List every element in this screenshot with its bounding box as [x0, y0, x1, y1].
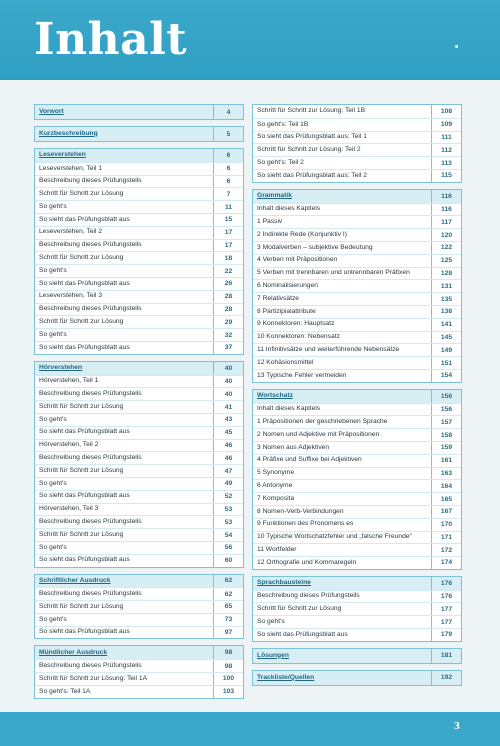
- toc-entry-label: 11 Infinitivsätze und weiterführende Nebensätze: [257, 346, 400, 354]
- toc-entry[interactable]: [35, 515, 243, 528]
- toc-entry[interactable]: [253, 343, 461, 356]
- toc-page-number: 47: [213, 465, 243, 477]
- toc-entry[interactable]: [35, 175, 243, 188]
- toc-section-heading[interactable]: [35, 105, 243, 119]
- toc-section: [252, 648, 462, 664]
- toc-entry-label: Schritt für Schritt zur Lösung: [39, 466, 124, 474]
- toc-page-number: 145: [431, 332, 461, 344]
- toc-entry-label: 4 Verben mit Präpositionen: [257, 256, 338, 264]
- toc-page-number: 156: [431, 404, 461, 416]
- toc-entry[interactable]: [35, 503, 243, 516]
- toc-entry-label: Leseverstehen, Teil 1: [39, 164, 103, 172]
- toc-page-number: 37: [213, 342, 243, 354]
- toc-entry-label: 10 Typische Wortschatzfehler und „falsche Freunde“: [257, 533, 412, 541]
- toc-entry-label: 6 Antonyme: [257, 482, 293, 490]
- toc-page-number: 46: [213, 440, 243, 452]
- toc-section: [34, 361, 244, 568]
- toc-page-number: 4: [213, 105, 243, 119]
- toc-page-number: 65: [213, 601, 243, 613]
- toc-entry[interactable]: [253, 492, 461, 505]
- toc-page-number: 29: [213, 316, 243, 328]
- toc-page-number: 98: [213, 660, 243, 672]
- toc-page-number: 6: [213, 149, 243, 162]
- toc-entry[interactable]: [35, 439, 243, 452]
- toc-page-number: 163: [431, 468, 461, 480]
- toc-page-number: 157: [431, 416, 461, 428]
- toc-entry-label: 5 Synonyme: [257, 469, 295, 477]
- toc-entry-label: 8 Nomen-Verb-Verbindungen: [257, 507, 344, 515]
- toc-entry-label: Wortschatz: [257, 391, 293, 399]
- toc-entry-label: Lösungen: [257, 651, 289, 659]
- toc-entry-label: Leseverstehen, Teil 2: [39, 228, 103, 236]
- toc-section-heading[interactable]: [253, 649, 461, 663]
- toc-entry-label: 9 Konnektoren: Hauptsatz: [257, 320, 335, 328]
- toc-entry-label: 9 Funktionen des Pronomens es: [257, 520, 354, 528]
- toc-entry[interactable]: [253, 543, 461, 556]
- toc-entry-label: So sieht das Prüfungsblatt aus: [39, 343, 130, 351]
- toc-page-number: 49: [213, 478, 243, 490]
- toc-section: [252, 576, 462, 642]
- toc-page-number: 32: [213, 329, 243, 341]
- toc-page-number: 176: [431, 591, 461, 603]
- toc-page-number: 28: [213, 291, 243, 303]
- toc-entry[interactable]: [35, 451, 243, 464]
- toc-section: [252, 389, 462, 570]
- toc-page-number: 60: [213, 555, 243, 567]
- toc-entry[interactable]: [35, 413, 243, 426]
- toc-entry-label: So geht's: [39, 202, 67, 210]
- toc-entry-label: Beschreibung dieses Prüfungsteils: [39, 177, 142, 185]
- toc-entry-label: 13 Typische Fehler vermeiden: [257, 371, 347, 379]
- toc-entry[interactable]: [253, 428, 461, 441]
- toc-entry[interactable]: [35, 315, 243, 328]
- toc-page-number: 100: [213, 673, 243, 685]
- toc-section: [34, 104, 244, 120]
- toc-entry-label: So sieht das Prüfungsblatt aus: [257, 630, 348, 638]
- toc-entry[interactable]: [253, 356, 461, 369]
- toc-entry-label: So sieht das Prüfungsblatt aus: [39, 215, 130, 223]
- toc-section-heading[interactable]: [253, 577, 461, 590]
- toc-page-number: 108: [431, 105, 461, 118]
- toc-entry[interactable]: [253, 228, 461, 241]
- toc-page-number: 6: [213, 176, 243, 188]
- toc-section-heading[interactable]: [253, 190, 461, 203]
- toc-entry[interactable]: [253, 279, 461, 292]
- toc-entry-label: So geht's: Teil 1B: [257, 120, 309, 128]
- toc-entry[interactable]: [253, 590, 461, 603]
- toc-entry[interactable]: [253, 305, 461, 318]
- toc-entry[interactable]: [35, 541, 243, 554]
- toc-page-number: 43: [213, 414, 243, 426]
- toc-page-number: 40: [213, 362, 243, 375]
- toc-entry-label: So sieht das Prüfungsblatt aus: [39, 279, 130, 287]
- toc-entry-label: Schritt für Schritt zur Lösung: [39, 190, 124, 198]
- toc-entry[interactable]: [253, 403, 461, 416]
- toc-page-number: 192: [431, 671, 461, 685]
- toc-entry[interactable]: [35, 187, 243, 200]
- toc-entry[interactable]: [253, 156, 461, 169]
- toc-entry[interactable]: [35, 587, 243, 600]
- toc-page-number: 18: [213, 252, 243, 264]
- toc-entry-label: 12 Kohäsionsmittel: [257, 358, 314, 366]
- decorative-dot: [455, 45, 458, 48]
- toc-entry-label: Inhalt dieses Kapitels: [257, 405, 321, 413]
- toc-entry[interactable]: [253, 628, 461, 641]
- toc-entry[interactable]: [35, 528, 243, 541]
- toc-page-number: 174: [431, 557, 461, 569]
- toc-page-number: 179: [431, 629, 461, 641]
- toc-entry[interactable]: [35, 162, 243, 175]
- toc-page-number: 158: [431, 429, 461, 441]
- toc-section: [34, 645, 244, 698]
- header-banner: [0, 0, 500, 80]
- toc-entry-label: 10 Konnektoren: Nebensatz: [257, 333, 340, 341]
- toc-section: [252, 189, 462, 383]
- toc-entry[interactable]: [253, 615, 461, 628]
- toc-page-number: 135: [431, 293, 461, 305]
- toc-entry-label: 1 Präpositionen der geschriebenen Sprache: [257, 418, 388, 426]
- toc-page-number: 41: [213, 401, 243, 413]
- toc-entry-label: So sieht das Prüfungsblatt aus: [39, 428, 130, 436]
- toc-entry-label: So geht's: [257, 617, 285, 625]
- toc-section: [252, 104, 462, 183]
- toc-entry-label: Sprachbausteine: [257, 579, 311, 587]
- toc-page-number: 40: [213, 376, 243, 388]
- toc-entry-label: So geht's: Teil 2: [257, 158, 304, 166]
- toc-entry[interactable]: [35, 213, 243, 226]
- toc-entry-label: Beschreibung dieses Prüfungsteils: [39, 661, 142, 669]
- toc-entry[interactable]: [35, 613, 243, 626]
- toc-page-number: 53: [213, 516, 243, 528]
- toc-page-number: 40: [213, 388, 243, 400]
- toc-page-number: 159: [431, 442, 461, 454]
- toc-entry[interactable]: [253, 267, 461, 280]
- toc-entry-label: 6 Nominalisierungen: [257, 282, 318, 290]
- toc-entry[interactable]: [253, 318, 461, 331]
- toc-entry[interactable]: [35, 387, 243, 400]
- toc-entry-label: Inhalt dieses Kapitels: [257, 205, 321, 213]
- toc-page-number: 170: [431, 519, 461, 531]
- toc-page-number: 172: [431, 544, 461, 556]
- toc-page-number: 131: [431, 280, 461, 292]
- toc-entry[interactable]: [253, 479, 461, 492]
- footer-banner: [0, 712, 500, 746]
- toc-page-number: 167: [431, 506, 461, 518]
- toc-entry-label: 2 Nomen und Adjektive mit Präpositionen: [257, 430, 380, 438]
- toc-entry-label: Mündlicher Ausdruck: [39, 648, 108, 656]
- toc-entry[interactable]: [35, 490, 243, 503]
- toc-entry-label: Vorwort: [39, 107, 64, 115]
- toc-page-number: 6: [213, 163, 243, 175]
- toc-entry-label: Schriftlicher Ausdruck: [39, 576, 111, 584]
- toc-entry[interactable]: [253, 105, 461, 118]
- toc-entry[interactable]: [35, 672, 243, 685]
- toc-entry[interactable]: [253, 118, 461, 131]
- toc-page-number: 22: [213, 265, 243, 277]
- toc-entry[interactable]: [253, 241, 461, 254]
- toc-page-number: 116: [431, 190, 461, 203]
- toc-page-number: 177: [431, 616, 461, 628]
- toc-entry-label: Schritt für Schritt zur Lösung: Teil 1A: [39, 674, 148, 682]
- toc-page-number: 156: [431, 390, 461, 403]
- toc-page-number: 53: [213, 504, 243, 516]
- toc-entry-label: So geht's: [39, 615, 67, 623]
- toc-entry-label: Schritt für Schritt zur Lösung: [39, 318, 124, 326]
- toc-entry[interactable]: [35, 303, 243, 316]
- toc-entry-label: 3 Modalverben – subjektive Bedeutung: [257, 243, 373, 251]
- toc-entry[interactable]: [35, 600, 243, 613]
- toc-page-number: 28: [213, 304, 243, 316]
- toc-page-number: 149: [431, 344, 461, 356]
- toc-page-number: 112: [431, 144, 461, 156]
- toc-page-number: 164: [431, 480, 461, 492]
- toc-page-number: 138: [431, 306, 461, 318]
- toc-entry-label: So sieht das Prüfungsblatt aus: [39, 492, 130, 500]
- toc-page-number: 154: [431, 370, 461, 382]
- toc-entry[interactable]: [253, 531, 461, 544]
- toc-entry[interactable]: [35, 659, 243, 672]
- toc-page-number: 15: [213, 214, 243, 226]
- toc-entry-label: So geht's: [39, 330, 67, 338]
- toc-entry[interactable]: [253, 415, 461, 428]
- toc-entry-label: So sieht das Prüfungsblatt aus: Teil 2: [257, 171, 367, 179]
- toc-page-number: 7: [213, 188, 243, 200]
- toc-page-number: 54: [213, 529, 243, 541]
- toc-page-number: 46: [213, 452, 243, 464]
- toc-entry[interactable]: [35, 464, 243, 477]
- toc-entry[interactable]: [35, 277, 243, 290]
- toc-entry[interactable]: [35, 375, 243, 388]
- toc-page-number: 45: [213, 427, 243, 439]
- toc-page-number: 165: [431, 493, 461, 505]
- toc-entry-label: Beschreibung dieses Prüfungsteils: [257, 592, 360, 600]
- page-title: Inhalt: [34, 14, 188, 65]
- toc-entry-label: 4 Präfixe und Suffixe bei Adjektiven: [257, 456, 362, 464]
- toc-entry-label: Beschreibung dieses Prüfungsteils: [39, 518, 142, 526]
- toc-entry-label: So geht's: [39, 543, 67, 551]
- toc-page-number: 161: [431, 455, 461, 467]
- toc-section-heading[interactable]: [35, 127, 243, 141]
- toc-page-number: 122: [431, 242, 461, 254]
- toc-entry-label: 8 Partizipialattribute: [257, 307, 316, 315]
- toc-section-heading[interactable]: [35, 362, 243, 375]
- toc-entry[interactable]: [253, 215, 461, 228]
- toc-entry[interactable]: [253, 292, 461, 305]
- toc-page-number: 177: [431, 603, 461, 615]
- toc-entry[interactable]: [253, 467, 461, 480]
- toc-entry-label: So geht's: [39, 266, 67, 274]
- toc-entry-label: So sieht das Prüfungsblatt aus: [39, 628, 130, 636]
- toc-entry-label: So geht's: [39, 415, 67, 423]
- toc-entry-label: Schritt für Schritt zur Lösung: [257, 605, 342, 613]
- toc-page-number: 181: [431, 649, 461, 663]
- toc-entry[interactable]: [35, 264, 243, 277]
- toc-page-number: 11: [213, 201, 243, 213]
- toc-entry[interactable]: [253, 454, 461, 467]
- toc-entry[interactable]: [253, 518, 461, 531]
- toc-section-heading[interactable]: [253, 390, 461, 403]
- toc-entry-label: Hörverstehen, Teil 3: [39, 505, 99, 513]
- toc-entry-label: Hörverstehen, Teil 2: [39, 441, 99, 449]
- toc-entry-label: Hörverstehen: [39, 363, 83, 371]
- toc-entry[interactable]: [253, 556, 461, 569]
- toc-entry-label: Grammatik: [257, 191, 292, 199]
- toc-page-number: 128: [431, 268, 461, 280]
- toc-section-heading[interactable]: [35, 646, 243, 659]
- toc-entry-label: Beschreibung dieses Prüfungsteils: [39, 454, 142, 462]
- toc-entry-label: Schritt für Schritt zur Lösung: Teil 1B: [257, 107, 366, 115]
- toc-entry-label: 7 Komposita: [257, 494, 295, 502]
- toc-page-number: 52: [213, 491, 243, 503]
- toc-entry[interactable]: [35, 341, 243, 354]
- toc-entry[interactable]: [35, 239, 243, 252]
- toc-entry-label: Schritt für Schritt zur Lösung: Teil 2: [257, 146, 361, 154]
- toc-entry-label: 3 Nomen aus Adjektiven: [257, 443, 330, 451]
- toc-entry[interactable]: [35, 626, 243, 639]
- toc-page-number: 109: [431, 119, 461, 131]
- toc-entry[interactable]: [253, 369, 461, 382]
- toc-entry-label: Beschreibung dieses Prüfungsteils: [39, 390, 142, 398]
- toc-page-number: 113: [431, 157, 461, 169]
- toc-entry-label: 1 Passiv: [257, 218, 283, 226]
- toc-page-number: 125: [431, 255, 461, 267]
- toc-entry[interactable]: [35, 290, 243, 303]
- toc-section-heading[interactable]: [35, 575, 243, 588]
- toc-entry[interactable]: [35, 477, 243, 490]
- toc-page-number: 62: [213, 588, 243, 600]
- toc-entry[interactable]: [253, 143, 461, 156]
- toc-entry-label: So sieht das Prüfungsblatt aus: Teil 1: [257, 133, 367, 141]
- toc-entry-label: 7 Relativsätze: [257, 294, 300, 302]
- toc-left-column: [34, 104, 244, 705]
- toc-entry[interactable]: [35, 426, 243, 439]
- toc-section-heading[interactable]: [253, 671, 461, 685]
- toc-entry-label: Beschreibung dieses Prüfungsteils: [39, 590, 142, 597]
- toc-entry[interactable]: [35, 554, 243, 567]
- toc-entry[interactable]: [35, 226, 243, 239]
- toc-entry-label: Beschreibung dieses Prüfungsteils: [39, 305, 142, 313]
- toc-entry-label: Trackliste/Quellen: [257, 673, 315, 681]
- toc-entry-label: 11 Wortfelder: [257, 546, 297, 553]
- toc-entry[interactable]: [35, 200, 243, 213]
- toc-entry[interactable]: [35, 328, 243, 341]
- toc-page-number: 151: [431, 357, 461, 369]
- toc-entry-label: So geht's: Teil 1A: [39, 687, 91, 695]
- toc-page-number: 117: [431, 216, 461, 228]
- toc-right-column: [252, 104, 462, 692]
- toc-entry[interactable]: [35, 251, 243, 264]
- toc-entry[interactable]: [253, 131, 461, 144]
- toc-entry[interactable]: [253, 331, 461, 344]
- toc-page-number: 141: [431, 319, 461, 331]
- toc-section: [252, 670, 462, 686]
- toc-entry[interactable]: [253, 602, 461, 615]
- toc-entry[interactable]: [253, 505, 461, 518]
- toc-entry[interactable]: [253, 441, 461, 454]
- toc-section: [34, 126, 244, 142]
- toc-entry-label: 5 Verben mit trennbaren und untrennbaren Präfixen: [257, 269, 410, 277]
- toc-page-number: 26: [213, 278, 243, 290]
- toc-entry-label: Schritt für Schritt zur Lösung: [39, 602, 124, 610]
- page-number: 3: [453, 722, 460, 732]
- toc-entry[interactable]: [35, 400, 243, 413]
- toc-entry-label: Schritt für Schritt zur Lösung: [39, 254, 124, 262]
- toc-entry[interactable]: [253, 203, 461, 216]
- toc-page-number: 111: [431, 132, 461, 144]
- toc-entry-label: 2 Indirekte Rede (Konjunktiv I): [257, 230, 347, 238]
- toc-page-number: 17: [213, 240, 243, 252]
- toc-page-number: 5: [213, 127, 243, 141]
- toc-page-number: 56: [213, 542, 243, 554]
- toc-entry-label: So geht's: [39, 479, 67, 487]
- toc-page-number: 115: [431, 170, 461, 182]
- toc-section: [34, 574, 244, 640]
- toc-page-number: 116: [431, 204, 461, 216]
- toc-entry-label: Schritt für Schritt zur Lösung: [39, 402, 124, 410]
- toc-page-number: 17: [213, 227, 243, 239]
- toc-page-number: 171: [431, 532, 461, 544]
- toc-entry-label: So sieht das Prüfungsblatt aus: [39, 556, 130, 564]
- toc-entry[interactable]: [253, 169, 461, 182]
- toc-entry[interactable]: [35, 685, 243, 698]
- toc-entry-label: Leseverstehen, Teil 3: [39, 292, 103, 300]
- toc-entry[interactable]: [253, 254, 461, 267]
- toc-page-number: 120: [431, 229, 461, 241]
- toc-entry-label: Leseverstehen: [39, 151, 86, 159]
- toc-page-number: 73: [213, 614, 243, 626]
- toc-entry-label: Kurzbeschreibung: [39, 129, 98, 137]
- toc-entry-label: 12 Orthografie und Kommaregeln: [257, 558, 357, 566]
- toc-entry-label: Beschreibung dieses Prüfungsteils: [39, 241, 142, 249]
- toc-page-number: 97: [213, 627, 243, 639]
- toc-entry-label: Hörverstehen, Teil 1: [39, 377, 99, 385]
- toc-page-number: 176: [431, 577, 461, 590]
- toc-page-number: 62: [213, 575, 243, 588]
- toc-section-heading[interactable]: [35, 149, 243, 162]
- toc-entry-label: Schritt für Schritt zur Lösung: [39, 530, 124, 538]
- toc-page-number: 103: [213, 686, 243, 698]
- toc-page-number: 98: [213, 646, 243, 659]
- toc-section: [34, 148, 244, 355]
